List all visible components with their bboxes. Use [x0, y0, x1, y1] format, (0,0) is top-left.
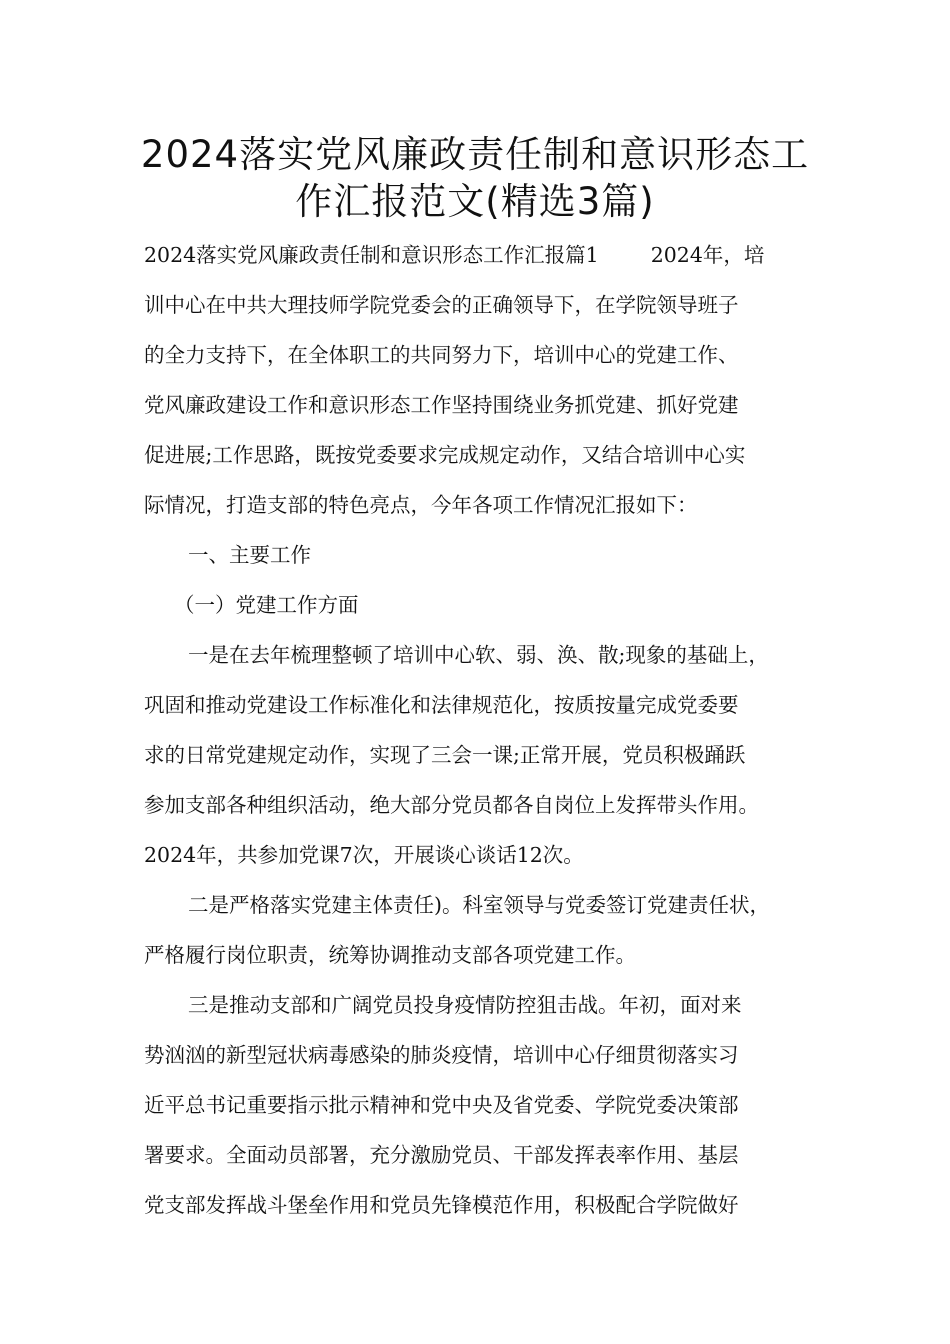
paragraph-line: 求的日常党建规定动作，实现了三会一课;正常开展，党员积极踊跃 [144, 743, 746, 767]
paragraph-line: 势汹汹的新型冠状病毒感染的肺炎疫情，培训中心仔细贯彻落实习 [144, 1043, 739, 1067]
paragraph-line: 一是在去年梳理整顿了培训中心软、弱、涣、散;现象的基础上， [188, 643, 769, 667]
paragraph-line: 2024年，共参加党课7次，开展谈心谈话12次。 [144, 843, 584, 867]
subsection-heading: （一）党建工作方面 [174, 593, 359, 617]
document-title-line-1: 2024落实党风廉政责任制和意识形态工 [140, 133, 810, 176]
paragraph-line: 近平总书记重要指示批示精神和党中央及省党委、学院党委决策部 [144, 1093, 739, 1117]
paragraph-line: 际情况，打造支部的特色亮点，今年各项工作情况汇报如下： [144, 493, 698, 517]
paragraph-line: 党支部发挥战斗堡垒作用和党员先锋模范作用，积极配合学院做好 [144, 1193, 739, 1217]
paragraph-line: 的全力支持下，在全体职工的共同努力下，培训中心的党建工作、 [144, 343, 739, 367]
paragraph-line: 署要求。全面动员部署，充分激励党员、干部发挥表率作用、基层 [144, 1143, 739, 1167]
document-body [144, 230, 814, 1230]
document-title-line-2: 作汇报范文(精选3篇) [295, 180, 655, 223]
paragraph-line: 促进展;工作思路，既按党委要求完成规定动作，又结合培训中心实 [144, 443, 746, 467]
paragraph-line: 参加支部各种组织活动，绝大部分党员都各自岗位上发挥带头作用。 [144, 793, 759, 817]
paragraph-line: 巩固和推动党建设工作标准化和法律规范化，按质按量完成党委要 [144, 693, 739, 717]
paragraph-line: 三是推动支部和广阔党员投身疫情防控狙击战。年初，面对来 [188, 993, 742, 1017]
section-heading-inline: 2024落实党风廉政责任制和意识形态工作汇报篇1 [144, 243, 599, 267]
paragraph-start-text: 2024年，培 [650, 243, 765, 267]
paragraph-line: 严格履行岗位职责，统筹协调推动支部各项党建工作。 [144, 943, 636, 967]
paragraph-line: 党风廉政建设工作和意识形态工作坚持围绕业务抓党建、抓好党建 [144, 393, 739, 417]
paragraph-line: 二是严格落实党建主体责任)。科室领导与党委签订党建责任状， [188, 893, 770, 917]
section-heading: 一、主要工作 [188, 543, 311, 567]
paragraph-line: 训中心在中共大理技师学院党委会的正确领导下，在学院领导班子 [144, 293, 739, 317]
paragraph-line [144, 230, 814, 280]
